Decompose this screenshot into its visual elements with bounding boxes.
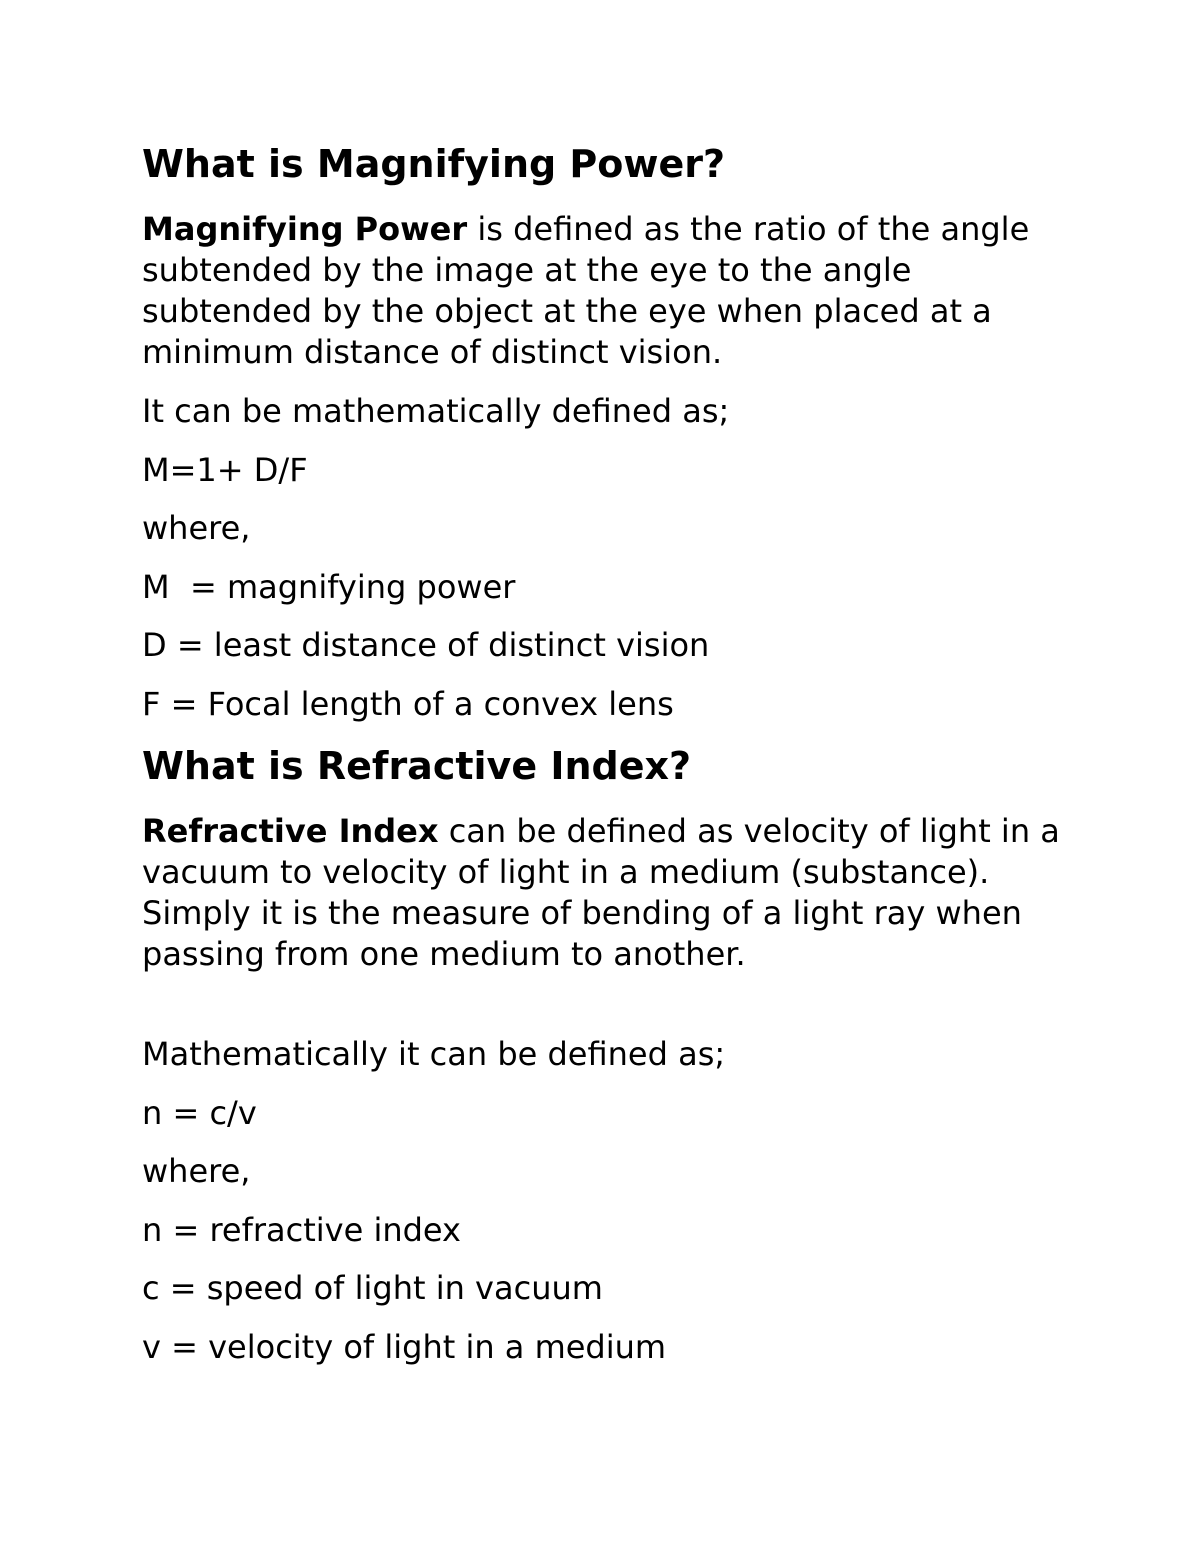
variable-definition: c = speed of light in vacuum — [142, 1269, 603, 1307]
variable-definition: F = Focal length of a convex lens — [142, 685, 674, 723]
variable-definition: n = refractive index — [142, 1211, 461, 1249]
where-label: where, — [142, 509, 251, 547]
definition-text: is defined as the ratio of the angle subtended by the image at the eye to the angle subtended by the object at the eye when placed at a minimum distance of distinct vision. — [142, 210, 1030, 371]
paragraph-math-intro: It can be mathematically defined as; — [142, 392, 730, 430]
variable-definition: v = velocity of light in a medium — [142, 1328, 667, 1366]
heading-magnifying-power: What is Magnifying Power? — [142, 142, 726, 186]
variable-definition: D = least distance of distinct vision — [142, 626, 710, 664]
variable-definition: M = magnifying power — [142, 568, 516, 606]
heading-refractive-index: What is Refractive Index? — [142, 744, 692, 788]
formula-magnifying-power: M=1+ D/F — [142, 451, 308, 489]
paragraph-refractive-index-definition — [142, 811, 1072, 975]
definition-text: can be defined as velocity of light in a vacuum to velocity of light in a medium (substance). Simply it is the measure of bending of a light ray when passing from one medium to another. — [142, 812, 1060, 973]
where-label: where, — [142, 1152, 251, 1190]
formula-refractive-index: n = c/v — [142, 1094, 257, 1132]
document-page — [142, 0, 1072, 1553]
paragraph-math-intro: Mathematically it can be defined as; — [142, 1035, 726, 1073]
term-refractive-index: Refractive Index — [142, 812, 439, 850]
paragraph-magnifying-power-definition — [142, 209, 1072, 373]
term-magnifying-power: Magnifying Power — [142, 210, 468, 248]
